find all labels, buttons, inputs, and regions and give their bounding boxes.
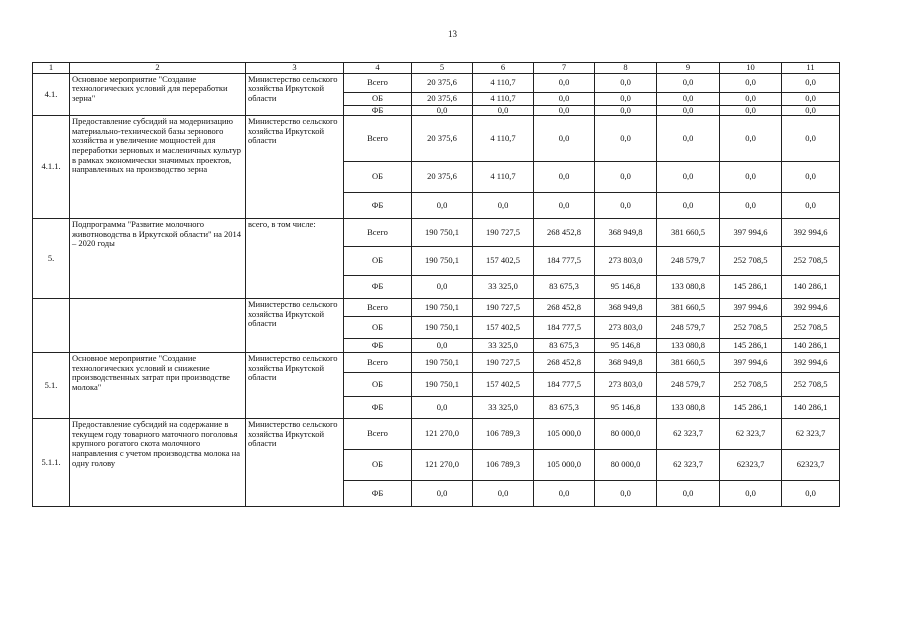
value-cell: 95 146,8 <box>595 397 657 419</box>
value-cell: 4 110,7 <box>473 162 534 193</box>
value-cell: 0,0 <box>595 105 657 116</box>
value-cell: 0,0 <box>534 162 595 193</box>
column-header: 2 <box>70 63 246 74</box>
value-cell: 62 323,7 <box>720 419 782 450</box>
value-cell: 190 750,1 <box>412 219 473 247</box>
value-cell: 83 675,3 <box>534 276 595 299</box>
value-cell: 252 708,5 <box>720 247 782 276</box>
value-cell: 252 708,5 <box>782 373 840 397</box>
funding-source: Всего <box>344 419 412 450</box>
value-cell: 62 323,7 <box>657 419 720 450</box>
item-number: 5.1.1. <box>33 419 70 507</box>
value-cell: 392 994,6 <box>782 353 840 373</box>
item-executor: Министерство сельского хозяйства Иркутской области <box>246 353 344 419</box>
value-cell: 0,0 <box>534 193 595 219</box>
value-cell: 190 727,5 <box>473 353 534 373</box>
header-row <box>33 63 840 74</box>
funding-source: Всего <box>344 353 412 373</box>
table-row <box>33 353 840 373</box>
value-cell: 20 375,6 <box>412 162 473 193</box>
value-cell: 33 325,0 <box>473 339 534 353</box>
value-cell: 190 750,1 <box>412 247 473 276</box>
funding-source: ФБ <box>344 193 412 219</box>
value-cell: 105 000,0 <box>534 450 595 481</box>
funding-source: Всего <box>344 299 412 317</box>
item-name: Основное мероприятие "Создание технологических условий для переработки зерна" <box>70 73 246 116</box>
value-cell: 248 579,7 <box>657 373 720 397</box>
value-cell: 133 080,8 <box>657 276 720 299</box>
value-cell: 0,0 <box>412 276 473 299</box>
budget-table <box>32 62 840 507</box>
value-cell: 80 000,0 <box>595 450 657 481</box>
value-cell: 83 675,3 <box>534 397 595 419</box>
item-name: Подпрограмма "Развитие молочного животноводства в Иркутской области" на 2014 – 2020 годы <box>70 219 246 299</box>
item-number <box>33 299 70 353</box>
value-cell: 33 325,0 <box>473 276 534 299</box>
value-cell: 252 708,5 <box>720 373 782 397</box>
value-cell: 133 080,8 <box>657 397 720 419</box>
value-cell: 0,0 <box>720 116 782 162</box>
value-cell: 0,0 <box>782 193 840 219</box>
value-cell: 20 375,6 <box>412 92 473 105</box>
funding-source: ФБ <box>344 481 412 507</box>
value-cell: 4 110,7 <box>473 92 534 105</box>
value-cell: 0,0 <box>412 105 473 116</box>
item-name <box>70 299 246 353</box>
value-cell: 392 994,6 <box>782 219 840 247</box>
value-cell: 145 286,1 <box>720 339 782 353</box>
value-cell: 20 375,6 <box>412 116 473 162</box>
item-number: 5.1. <box>33 353 70 419</box>
value-cell: 248 579,7 <box>657 247 720 276</box>
value-cell: 62323,7 <box>720 450 782 481</box>
funding-source: ОБ <box>344 450 412 481</box>
value-cell: 0,0 <box>412 339 473 353</box>
value-cell: 0,0 <box>534 105 595 116</box>
value-cell: 0,0 <box>720 481 782 507</box>
value-cell: 0,0 <box>657 105 720 116</box>
item-executor: Министерство сельского хозяйства Иркутской области <box>246 73 344 116</box>
value-cell: 0,0 <box>657 162 720 193</box>
value-cell: 268 452,8 <box>534 299 595 317</box>
column-header: 9 <box>657 63 720 74</box>
value-cell: 0,0 <box>782 481 840 507</box>
value-cell: 184 777,5 <box>534 317 595 339</box>
funding-source: ФБ <box>344 105 412 116</box>
value-cell: 95 146,8 <box>595 339 657 353</box>
value-cell: 0,0 <box>534 73 595 92</box>
value-cell: 0,0 <box>412 397 473 419</box>
funding-source: ОБ <box>344 92 412 105</box>
value-cell: 397 994,6 <box>720 219 782 247</box>
value-cell: 0,0 <box>657 73 720 92</box>
value-cell: 381 660,5 <box>657 219 720 247</box>
value-cell: 0,0 <box>782 162 840 193</box>
column-header: 10 <box>720 63 782 74</box>
value-cell: 368 949,8 <box>595 299 657 317</box>
value-cell: 0,0 <box>657 116 720 162</box>
column-header: 6 <box>473 63 534 74</box>
funding-source: ФБ <box>344 276 412 299</box>
value-cell: 62323,7 <box>782 450 840 481</box>
value-cell: 190 750,1 <box>412 353 473 373</box>
value-cell: 0,0 <box>720 105 782 116</box>
funding-source: Всего <box>344 219 412 247</box>
funding-source: ОБ <box>344 317 412 339</box>
value-cell: 368 949,8 <box>595 353 657 373</box>
page-number: 13 <box>448 29 457 39</box>
funding-source: Всего <box>344 116 412 162</box>
value-cell: 397 994,6 <box>720 299 782 317</box>
funding-source: ФБ <box>344 397 412 419</box>
value-cell: 20 375,6 <box>412 73 473 92</box>
funding-source: ОБ <box>344 373 412 397</box>
column-header: 8 <box>595 63 657 74</box>
value-cell: 397 994,6 <box>720 353 782 373</box>
value-cell: 133 080,8 <box>657 339 720 353</box>
item-name: Предоставление субсидий на модернизацию материально-технической базы зернового хозяйства и увеличение мощностей для переработки зерновых и масленичных культур в рамках экономически значимых проектов, направленных на производство зерна <box>70 116 246 219</box>
value-cell: 0,0 <box>595 481 657 507</box>
table-row <box>33 73 840 92</box>
value-cell: 190 750,1 <box>412 299 473 317</box>
item-number: 4.1.1. <box>33 116 70 219</box>
item-executor: Министерство сельского хозяйства Иркутской области <box>246 299 344 353</box>
funding-source: ОБ <box>344 162 412 193</box>
value-cell: 0,0 <box>595 116 657 162</box>
value-cell: 0,0 <box>595 162 657 193</box>
value-cell: 0,0 <box>412 481 473 507</box>
value-cell: 0,0 <box>534 116 595 162</box>
value-cell: 184 777,5 <box>534 373 595 397</box>
value-cell: 0,0 <box>720 162 782 193</box>
value-cell: 0,0 <box>534 481 595 507</box>
item-number: 4.1. <box>33 73 70 116</box>
funding-source: ОБ <box>344 247 412 276</box>
value-cell: 252 708,5 <box>782 317 840 339</box>
column-header: 7 <box>534 63 595 74</box>
value-cell: 381 660,5 <box>657 353 720 373</box>
value-cell: 392 994,6 <box>782 299 840 317</box>
value-cell: 0,0 <box>720 73 782 92</box>
item-number: 5. <box>33 219 70 299</box>
value-cell: 0,0 <box>473 193 534 219</box>
value-cell: 145 286,1 <box>720 276 782 299</box>
value-cell: 0,0 <box>473 481 534 507</box>
value-cell: 0,0 <box>595 92 657 105</box>
value-cell: 157 402,5 <box>473 373 534 397</box>
value-cell: 190 750,1 <box>412 317 473 339</box>
value-cell: 0,0 <box>412 193 473 219</box>
column-header: 3 <box>246 63 344 74</box>
value-cell: 0,0 <box>720 193 782 219</box>
value-cell: 248 579,7 <box>657 317 720 339</box>
value-cell: 0,0 <box>595 73 657 92</box>
value-cell: 4 110,7 <box>473 73 534 92</box>
value-cell: 140 286,1 <box>782 397 840 419</box>
value-cell: 0,0 <box>657 193 720 219</box>
value-cell: 273 803,0 <box>595 247 657 276</box>
table-row <box>33 219 840 247</box>
column-header: 1 <box>33 63 70 74</box>
value-cell: 62 323,7 <box>657 450 720 481</box>
value-cell: 0,0 <box>782 92 840 105</box>
value-cell: 190 727,5 <box>473 219 534 247</box>
value-cell: 83 675,3 <box>534 339 595 353</box>
item-name: Предоставление субсидий на содержание в текущем году товарного маточного поголовья крупного рогатого скота молочного направления с учетом производства молока на одну голову <box>70 419 246 507</box>
value-cell: 0,0 <box>473 105 534 116</box>
value-cell: 368 949,8 <box>595 219 657 247</box>
value-cell: 0,0 <box>595 193 657 219</box>
value-cell: 140 286,1 <box>782 276 840 299</box>
value-cell: 106 789,3 <box>473 419 534 450</box>
value-cell: 273 803,0 <box>595 373 657 397</box>
value-cell: 268 452,8 <box>534 219 595 247</box>
value-cell: 62 323,7 <box>782 419 840 450</box>
value-cell: 0,0 <box>782 73 840 92</box>
value-cell: 33 325,0 <box>473 397 534 419</box>
value-cell: 80 000,0 <box>595 419 657 450</box>
value-cell: 0,0 <box>534 92 595 105</box>
value-cell: 0,0 <box>782 105 840 116</box>
value-cell: 190 727,5 <box>473 299 534 317</box>
value-cell: 273 803,0 <box>595 317 657 339</box>
value-cell: 157 402,5 <box>473 247 534 276</box>
item-executor: Министерство сельского хозяйства Иркутской области <box>246 419 344 507</box>
value-cell: 381 660,5 <box>657 299 720 317</box>
value-cell: 95 146,8 <box>595 276 657 299</box>
value-cell: 157 402,5 <box>473 317 534 339</box>
item-name: Основное мероприятие "Создание технологических условий и снижение производственных затрат при производстве молока" <box>70 353 246 419</box>
value-cell: 140 286,1 <box>782 339 840 353</box>
table-row <box>33 419 840 450</box>
value-cell: 184 777,5 <box>534 247 595 276</box>
value-cell: 190 750,1 <box>412 373 473 397</box>
value-cell: 252 708,5 <box>782 247 840 276</box>
value-cell: 268 452,8 <box>534 353 595 373</box>
table-row <box>33 299 840 317</box>
value-cell: 252 708,5 <box>720 317 782 339</box>
funding-source: ФБ <box>344 339 412 353</box>
value-cell: 4 110,7 <box>473 116 534 162</box>
value-cell: 0,0 <box>657 481 720 507</box>
item-executor: Министерство сельского хозяйства Иркутской области <box>246 116 344 219</box>
item-executor: всего, в том числе: <box>246 219 344 299</box>
value-cell: 0,0 <box>782 116 840 162</box>
value-cell: 105 000,0 <box>534 419 595 450</box>
column-header: 11 <box>782 63 840 74</box>
column-header: 4 <box>344 63 412 74</box>
funding-source: Всего <box>344 73 412 92</box>
column-header: 5 <box>412 63 473 74</box>
value-cell: 0,0 <box>657 92 720 105</box>
value-cell: 121 270,0 <box>412 419 473 450</box>
value-cell: 121 270,0 <box>412 450 473 481</box>
value-cell: 106 789,3 <box>473 450 534 481</box>
table-row <box>33 116 840 162</box>
value-cell: 145 286,1 <box>720 397 782 419</box>
value-cell: 0,0 <box>720 92 782 105</box>
